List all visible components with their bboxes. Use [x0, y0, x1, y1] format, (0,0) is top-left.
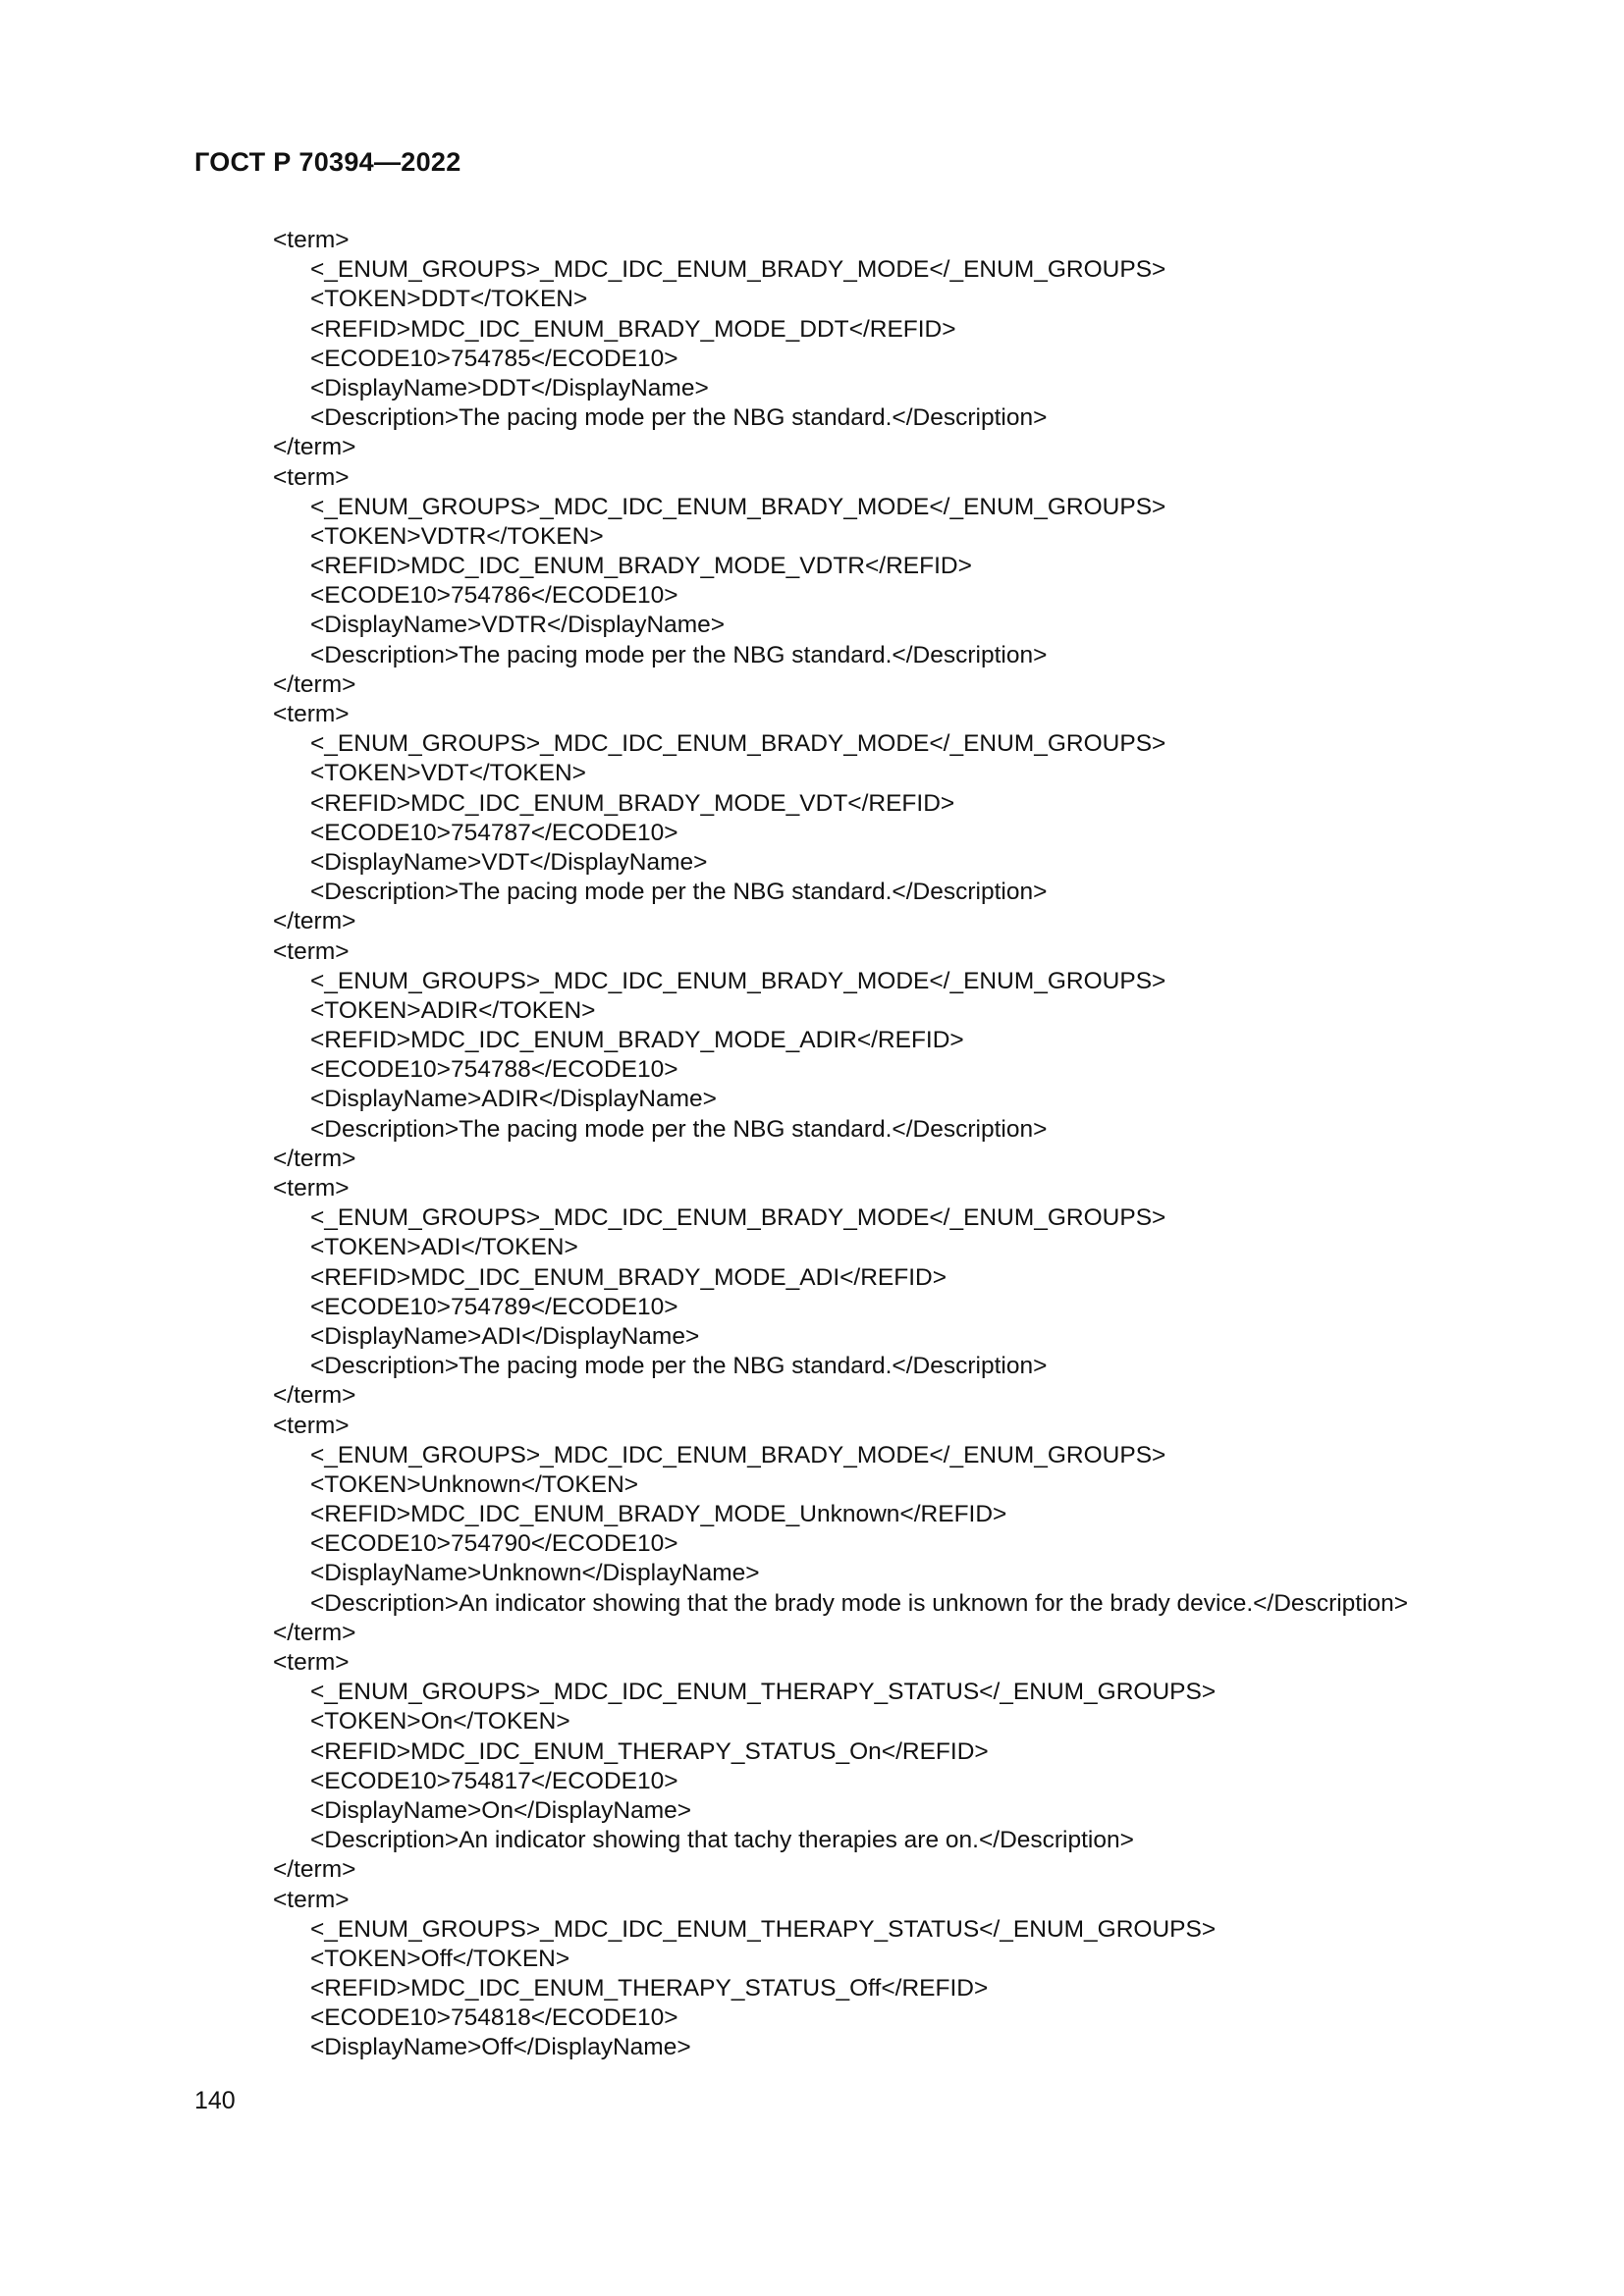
- xml-line: </term>: [273, 1619, 356, 1646]
- xml-line: <TOKEN>ADI</TOKEN>: [310, 1234, 578, 1261]
- xml-line: <REFID>MDC_IDC_ENUM_THERAPY_STATUS_On</REFID>: [310, 1737, 989, 1765]
- xml-line: </term>: [273, 1145, 356, 1172]
- xml-line: <DisplayName>Off</DisplayName>: [310, 2034, 691, 2061]
- xml-line: <ECODE10>754789</ECODE10>: [310, 1293, 678, 1320]
- xml-line: <Description>An indicator showing that the brady mode is unknown for the brady device.</Description>: [310, 1589, 1409, 1617]
- xml-line: <DisplayName>VDT</DisplayName>: [310, 848, 708, 876]
- xml-line: <DisplayName>DDT</DisplayName>: [310, 374, 709, 401]
- xml-line: <Description>The pacing mode per the NBG standard.</Description>: [310, 879, 1048, 906]
- xml-line: <_ENUM_GROUPS>_MDC_IDC_ENUM_BRADY_MODE</_ENUM_GROUPS>: [310, 967, 1166, 994]
- xml-line: <ECODE10>754785</ECODE10>: [310, 345, 678, 372]
- xml-line: <REFID>MDC_IDC_ENUM_THERAPY_STATUS_Off</REFID>: [310, 1975, 989, 2002]
- xml-line: </term>: [273, 908, 356, 935]
- xml-line: <ECODE10>754787</ECODE10>: [310, 819, 678, 846]
- xml-line: <REFID>MDC_IDC_ENUM_BRADY_MODE_Unknown</REFID>: [310, 1501, 1007, 1528]
- xml-line: <_ENUM_GROUPS>_MDC_IDC_ENUM_THERAPY_STATUS</_ENUM_GROUPS>: [310, 1679, 1217, 1706]
- xml-line: </term>: [273, 434, 356, 461]
- xml-line: <TOKEN>DDT</TOKEN>: [310, 286, 588, 313]
- xml-line: <ECODE10>754817</ECODE10>: [310, 1767, 678, 1794]
- xml-line: <term>: [273, 1412, 350, 1439]
- xml-line: </term>: [273, 1382, 356, 1410]
- xml-line: <TOKEN>VDTR</TOKEN>: [310, 522, 604, 550]
- xml-line: <_ENUM_GROUPS>_MDC_IDC_ENUM_BRADY_MODE</_ENUM_GROUPS>: [310, 256, 1166, 284]
- xml-line: <REFID>MDC_IDC_ENUM_BRADY_MODE_DDT</REFID>: [310, 315, 956, 343]
- xml-line: <DisplayName>Unknown</DisplayName>: [310, 1560, 760, 1587]
- xml-line: <term>: [273, 227, 350, 253]
- xml-line: </term>: [273, 670, 356, 698]
- xml-line: <_ENUM_GROUPS>_MDC_IDC_ENUM_THERAPY_STATUS</_ENUM_GROUPS>: [310, 1915, 1217, 1943]
- xml-line: <REFID>MDC_IDC_ENUM_BRADY_MODE_VDTR</REFID>: [310, 553, 972, 580]
- xml-line: <_ENUM_GROUPS>_MDC_IDC_ENUM_BRADY_MODE</_ENUM_GROUPS>: [310, 1441, 1166, 1468]
- xml-line: <Description>The pacing mode per the NBG standard.</Description>: [310, 1353, 1048, 1380]
- xml-line: <ECODE10>754818</ECODE10>: [310, 2004, 678, 2032]
- xml-line: <term>: [273, 1175, 350, 1201]
- xml-line: <Description>An indicator showing that tachy therapies are on.</Description>: [310, 1827, 1134, 1854]
- xml-line: <Description>The pacing mode per the NBG standard.</Description>: [310, 641, 1048, 668]
- xml-line: <DisplayName>ADIR</DisplayName>: [310, 1086, 717, 1113]
- xml-line: <_ENUM_GROUPS>_MDC_IDC_ENUM_BRADY_MODE</_ENUM_GROUPS>: [310, 493, 1166, 520]
- xml-line: <term>: [273, 937, 350, 965]
- xml-line: <term>: [273, 1886, 350, 1913]
- xml-listing: [273, 226, 1549, 2063]
- xml-line: <REFID>MDC_IDC_ENUM_BRADY_MODE_ADI</REFID>: [310, 1263, 947, 1291]
- xml-line: <_ENUM_GROUPS>_MDC_IDC_ENUM_BRADY_MODE</_ENUM_GROUPS>: [310, 730, 1166, 758]
- xml-line: <TOKEN>Unknown</TOKEN>: [310, 1470, 639, 1498]
- xml-line: <DisplayName>VDTR</DisplayName>: [310, 612, 726, 639]
- xml-line: </term>: [273, 1856, 356, 1884]
- xml-line: <_ENUM_GROUPS>_MDC_IDC_ENUM_BRADY_MODE</_ENUM_GROUPS>: [310, 1204, 1166, 1232]
- xml-line: <Description>The pacing mode per the NBG standard.</Description>: [310, 404, 1048, 432]
- document-header: ГОСТ Р 70394—2022: [194, 147, 461, 177]
- xml-line: <REFID>MDC_IDC_ENUM_BRADY_MODE_VDT</REFID>: [310, 789, 955, 817]
- xml-line: <ECODE10>754790</ECODE10>: [310, 1530, 678, 1558]
- xml-line: <term>: [273, 463, 350, 491]
- xml-line: <TOKEN>VDT</TOKEN>: [310, 760, 586, 787]
- xml-line: <TOKEN>On</TOKEN>: [310, 1708, 570, 1735]
- xml-line: <Description>The pacing mode per the NBG standard.</Description>: [310, 1115, 1048, 1143]
- xml-line: <ECODE10>754786</ECODE10>: [310, 582, 678, 610]
- xml-line: <DisplayName>On</DisplayName>: [310, 1796, 692, 1824]
- xml-line: <REFID>MDC_IDC_ENUM_BRADY_MODE_ADIR</REFID>: [310, 1027, 964, 1054]
- xml-line: <DisplayName>ADI</DisplayName>: [310, 1322, 700, 1350]
- xml-line: <ECODE10>754788</ECODE10>: [310, 1056, 678, 1084]
- page-number: 140: [194, 2087, 236, 2114]
- xml-line: <TOKEN>Off</TOKEN>: [310, 1945, 570, 1972]
- xml-line: <term>: [273, 1649, 350, 1676]
- xml-line: <TOKEN>ADIR</TOKEN>: [310, 996, 596, 1024]
- xml-line: <term>: [273, 701, 350, 727]
